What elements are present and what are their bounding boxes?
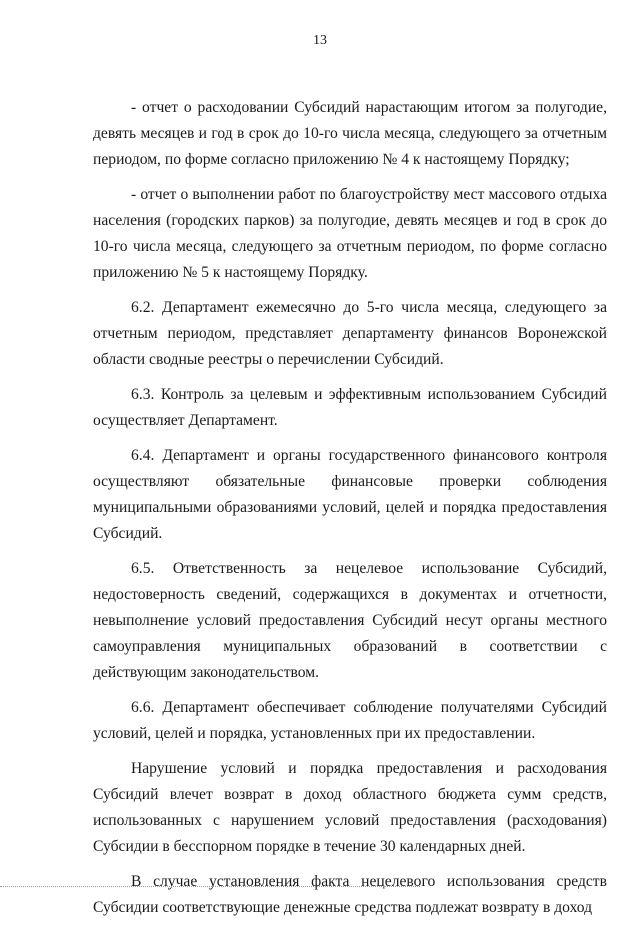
paragraph-6-5: 6.5. Ответственность за нецелевое использование Субсидий, недостоверность сведений, содержащихся в документах и отчетности, невыполнение условий предоставления Субсидий несут органы местного самоуправления муниципальных образований в соответствии с действующим законодательством. — [93, 560, 607, 681]
paragraph-misuse-return: В случае установления факта нецелевого использования средств Субсидии соответствующие денежные средства подлежат возврату в доход — [93, 873, 607, 916]
paragraph-violation-return: Нарушение условий и порядка предоставления и расходования Субсидий влечет возврат в доход областного бюджета сумм средств, использованных с нарушением условий предоставления (расходования) Субсидии в бесспорном порядке в течение 30 календарных дней. — [93, 760, 607, 855]
paragraph-6-2: 6.2. Департамент ежемесячно до 5-го числа месяца, следующего за отчетным периодом, представляет департаменту финансов Воронежской области сводные реестры о перечислении Субсидий. — [93, 299, 607, 368]
paragraph-6-6: 6.6. Департамент обеспечивает соблюдение получателями Субсидий условий, целей и порядка, установленных при их предоставлении. — [93, 699, 607, 742]
paragraph-6-4: 6.4. Департамент и органы государственного финансового контроля осуществляют обязательные финансовые проверки соблюдения муниципальными образованиями условий, целей и порядка предоставления Субсидий. — [93, 447, 607, 542]
page-number: 13 — [313, 33, 327, 48]
paragraph-report-expenditure: - отчет о расходовании Субсидий нарастающим итогом за полугодие, девять месяцев и год в срок до 10-го числа месяца, следующего за отчетным периодом, по форме согласно приложению № 4 к настоящему Порядку; — [93, 99, 607, 168]
document-body — [93, 95, 607, 930]
scan-edge-line — [0, 886, 420, 887]
paragraph-report-works: - отчет о выполнении работ по благоустройству мест массового отдыха населения (городских парков) за полугодие, девять месяцев и год в срок до 10-го числа месяца, следующего за отчетным периодом, по форме согласно приложению № 5 к настоящему Порядку. — [93, 186, 607, 281]
paragraph-6-3: 6.3. Контроль за целевым и эффективным использованием Субсидий осуществляет Департамент. — [93, 386, 607, 429]
